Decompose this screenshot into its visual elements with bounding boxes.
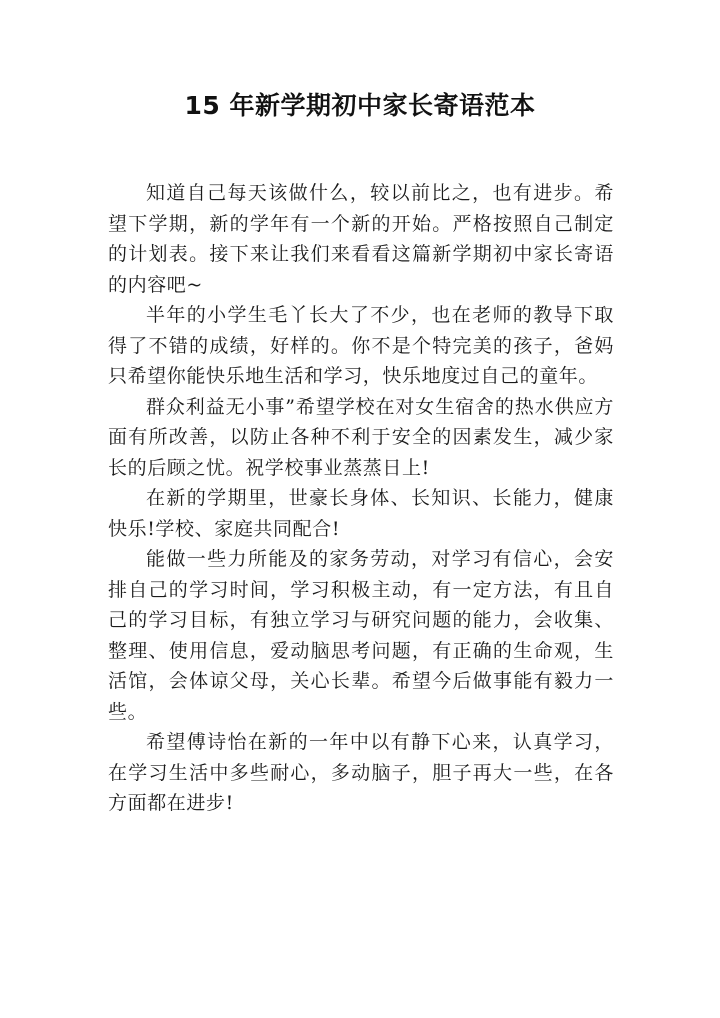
paragraph: 在新的学期里，世豪长身体、长知识、长能力，健康快乐!学校、家庭共同配合!	[108, 487, 614, 540]
paragraph: 群众利益无小事”希望学校在对女生宿舍的热水供应方面有所改善，以防止各种不利于安全的因素发生，减少家长的后顾之忧。祝学校事业蒸蒸日上!	[108, 395, 614, 479]
paragraph: 希望傅诗怡在新的一年中以有静下心来，认真学习，在学习生活中多些耐心，多动脑子，胆子再大一些，在各方面都在进步!	[108, 731, 614, 814]
document-body	[108, 178, 614, 819]
paragraph: 半年的小学生毛丫长大了不少，也在老师的教导下取得了不错的成绩，好样的。你不是个特完美的孩子，爸妈只希望你能快乐地生活和学习，快乐地度过自己的童年。	[108, 304, 614, 387]
document-title: 15 年新学期初中家长寄语范本	[184, 91, 536, 120]
paragraph: 知道自己每天该做什么，较以前比之，也有进步。希望下学期，新的学年有一个新的开始。严格按照自己制定的计划表。接下来让我们来看看这篇新学期初中家长寄语的内容吧~	[108, 182, 614, 296]
paragraph: 能做一些力所能及的家务劳动，对学习有信心，会安排自己的学习时间，学习积极主动，有一定方法，有且自己的学习目标，有独立学习与研究问题的能力，会收集、整理、使用信息，爱动脑思考问题，有正确的生命观，生活馆，会体谅父母，关心长辈。希望今后做事能有毅力一些。	[108, 548, 614, 723]
